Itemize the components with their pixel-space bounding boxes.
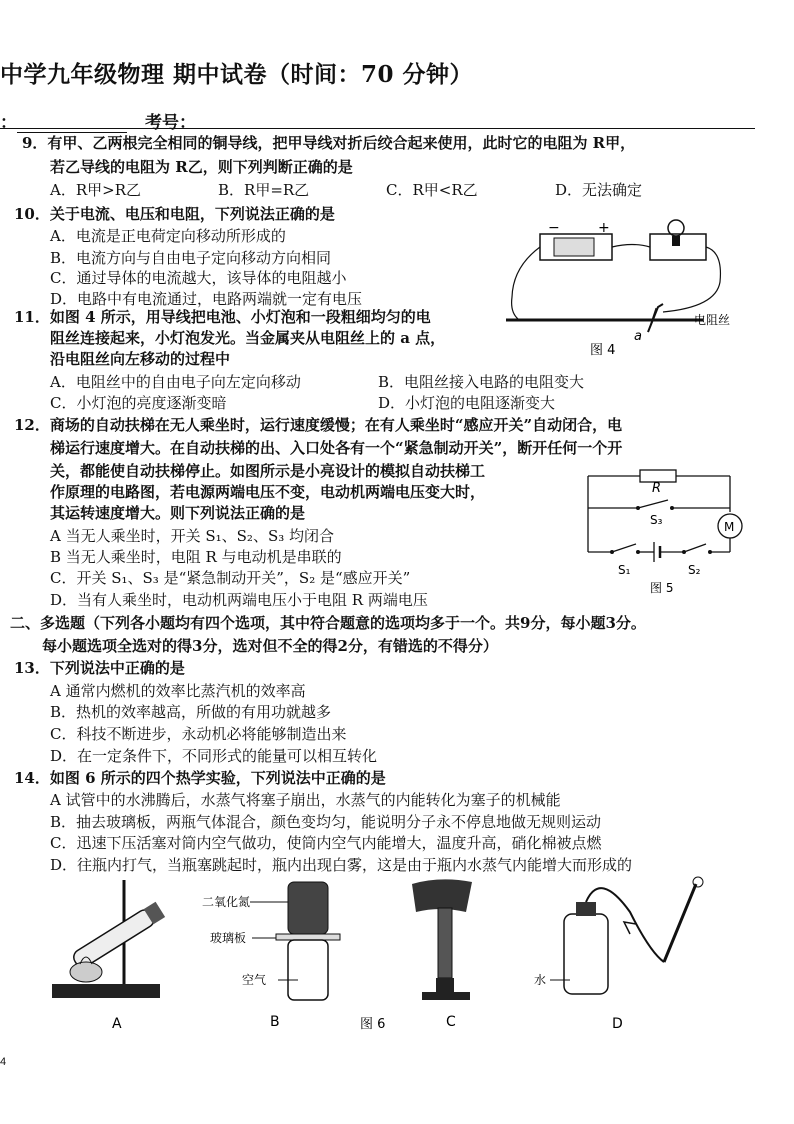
q9-stem-line2: 若乙导线的电阻为 R乙，则下列判断正确的是 bbox=[50, 158, 353, 176]
q14-option-d: D．往瓶内打气，当瓶塞跳起时，瓶内出现白雾，这是由于瓶内水蒸气内能增大而形成的 bbox=[50, 856, 633, 874]
fig6-b-air-label: 空气 bbox=[242, 973, 267, 987]
fig4-wire-label: 电阻丝 bbox=[694, 313, 731, 327]
fig5-caption: 图 5 bbox=[650, 581, 674, 595]
page-title: 中学九年级物理 期中试卷（时间：70 分钟） bbox=[0, 61, 474, 88]
fig5-r-label: R bbox=[652, 481, 662, 496]
figure-5-circuit bbox=[580, 460, 750, 598]
svg-text:+: + bbox=[598, 220, 610, 236]
q14-option-c: C．迅速下压活塞对筒内空气做功，使筒内空气内能增大，温度升高，硝化棉被点燃 bbox=[50, 834, 602, 852]
q13-option-c: C．科技不断进步，永动机必将能够制造出来 bbox=[50, 725, 347, 743]
page-mark: 4 bbox=[0, 1056, 7, 1068]
q10-stem: 10．关于电流、电压和电阻，下列说法正确的是 bbox=[14, 205, 335, 223]
q9-option-a: A．R甲>R乙 bbox=[50, 181, 141, 199]
q11-option-d: D．小灯泡的电阻逐渐变大 bbox=[378, 394, 556, 412]
figure-6-experiments bbox=[40, 872, 740, 1040]
fig5-s2-label: S₂ bbox=[688, 563, 701, 577]
fig6-label-b: B bbox=[270, 1014, 280, 1030]
header-divider bbox=[0, 128, 755, 129]
q12-option-a: A 当无人乘坐时，开关 S₁、S₂、S₃ 均闭合 bbox=[50, 527, 335, 545]
name-line bbox=[0, 108, 196, 133]
q13-option-d: D．在一定条件下，不同形式的能量可以相互转化 bbox=[50, 747, 378, 765]
q9-option-b: B．R甲=R乙 bbox=[218, 181, 310, 199]
fig6-apparatus-c bbox=[412, 879, 472, 1000]
q11-option-b: B．电阻丝接入电路的电阻变大 bbox=[378, 373, 585, 391]
fig5-s3-label: S₃ bbox=[650, 513, 663, 527]
q11-option-c: C．小灯泡的亮度逐渐变暗 bbox=[50, 394, 227, 412]
q10-option-b: B．电流方向与自由电子定向移动方向相同 bbox=[50, 249, 332, 267]
fig6-label-c: C bbox=[446, 1014, 456, 1030]
q13-option-b: B．热机的效率越高，所做的有用功就越多 bbox=[50, 703, 332, 721]
q12-stem-line3: 关，都能使自动扶梯停止。如图所示是小亮设计的模拟自动扶梯工 bbox=[50, 462, 486, 480]
q10-option-d: D．电路中有电流通过，电路两端就一定有电压 bbox=[50, 290, 363, 308]
fig4-caption: 图 4 bbox=[590, 343, 616, 358]
name-label: ： bbox=[0, 113, 17, 133]
fig5-motor-label: M bbox=[724, 520, 735, 534]
q13-option-a: A 通常内燃机的效率比蒸汽机的效率高 bbox=[50, 682, 306, 700]
fig6-b-plate-label: 玻璃板 bbox=[210, 931, 247, 945]
q9-stem-line1: 9．有甲、乙两根完全相同的铜导线，把甲导线对折后绞合起来使用，此时它的电阻为 R甲， bbox=[22, 134, 636, 152]
section2-heading-line2: 每小题选项全选对的得3分，选对但不全的得2分，有错选的不得分） bbox=[42, 637, 498, 655]
q12-option-c: C．开关 S₁、S₃ 是“紧急制动开关”，S₂ 是“感应开关” bbox=[50, 569, 411, 587]
q12-option-d: D．当有人乘坐时，电动机两端电压小于电阻 R 两端电压 bbox=[50, 591, 428, 609]
fig4-point-label: a bbox=[634, 329, 642, 344]
fig6-apparatus-b bbox=[202, 882, 340, 1000]
name-blank bbox=[17, 116, 127, 133]
q11-option-a: A．电阻丝中的自由电子向左定向移动 bbox=[50, 373, 301, 391]
q12-stem-line2: 梯运行速度增大。在自动扶梯的出、入口处各有一个“紧急制动开关”，断开任何一个开 bbox=[50, 439, 623, 457]
q11-stem-line1: 11．如图 4 所示，用导线把电池、小灯泡和一段粗细均匀的电 bbox=[14, 308, 431, 326]
q9-option-c: C．R甲<R乙 bbox=[386, 181, 478, 199]
q10-option-a: A．电流是正电荷定向移动所形成的 bbox=[50, 227, 286, 245]
q10-option-c: C．通过导体的电流越大，该导体的电阻越小 bbox=[50, 269, 347, 287]
q11-stem-line3: 沿电阻丝向左移动的过程中 bbox=[50, 350, 231, 368]
q12-option-b: B 当无人乘坐时，电阻 R 与电动机是串联的 bbox=[50, 548, 342, 566]
section2-heading-line1: 二、多选题（下列各小题均有四个选项，其中符合题意的选项均多于一个。共9分，每小题3分。 bbox=[10, 614, 646, 632]
figure-4-circuit bbox=[498, 212, 766, 362]
q14-stem: 14．如图 6 所示的四个热学实验，下列说法中正确的是 bbox=[14, 769, 386, 787]
q14-option-b: B．抽去玻璃板，两瓶气体混合，颜色变均匀，能说明分子永不停息地做无规则运动 bbox=[50, 813, 602, 831]
fig6-b-gas-label: 二氧化氮 bbox=[202, 895, 251, 909]
q12-stem-line1: 12．商场的自动扶梯在无人乘坐时，运行速度缓慢；在有人乘坐时“感应开关”自动闭合，电 bbox=[14, 416, 623, 434]
fig6-apparatus-d bbox=[534, 877, 703, 994]
fig6-caption: 图 6 bbox=[360, 1017, 386, 1032]
fig6-d-water-label: 水 bbox=[534, 973, 547, 987]
exam-number-label: 考号： bbox=[145, 113, 196, 133]
fig6-label-a: A bbox=[112, 1016, 122, 1032]
q11-stem-line2: 阻丝连接起来，小灯泡发光。当金属夹从电阻丝上的 a 点， bbox=[50, 329, 446, 347]
q13-stem: 13．下列说法中正确的是 bbox=[14, 659, 185, 677]
fig6-label-d: D bbox=[612, 1016, 623, 1032]
svg-text:−: − bbox=[548, 220, 560, 236]
fig6-apparatus-a bbox=[52, 880, 165, 998]
q12-stem-line5: 其运转速度增大。则下列说法正确的是 bbox=[50, 504, 306, 522]
q14-option-a: A 试管中的水沸腾后，水蒸气将塞子崩出，水蒸气的内能转化为塞子的机械能 bbox=[50, 791, 561, 809]
fig5-s1-label: S₁ bbox=[618, 563, 631, 577]
q12-stem-line4: 作原理的电路图，若电源两端电压不变，电动机两端电压变大时， bbox=[50, 483, 486, 501]
q9-option-d: D．无法确定 bbox=[555, 181, 643, 199]
